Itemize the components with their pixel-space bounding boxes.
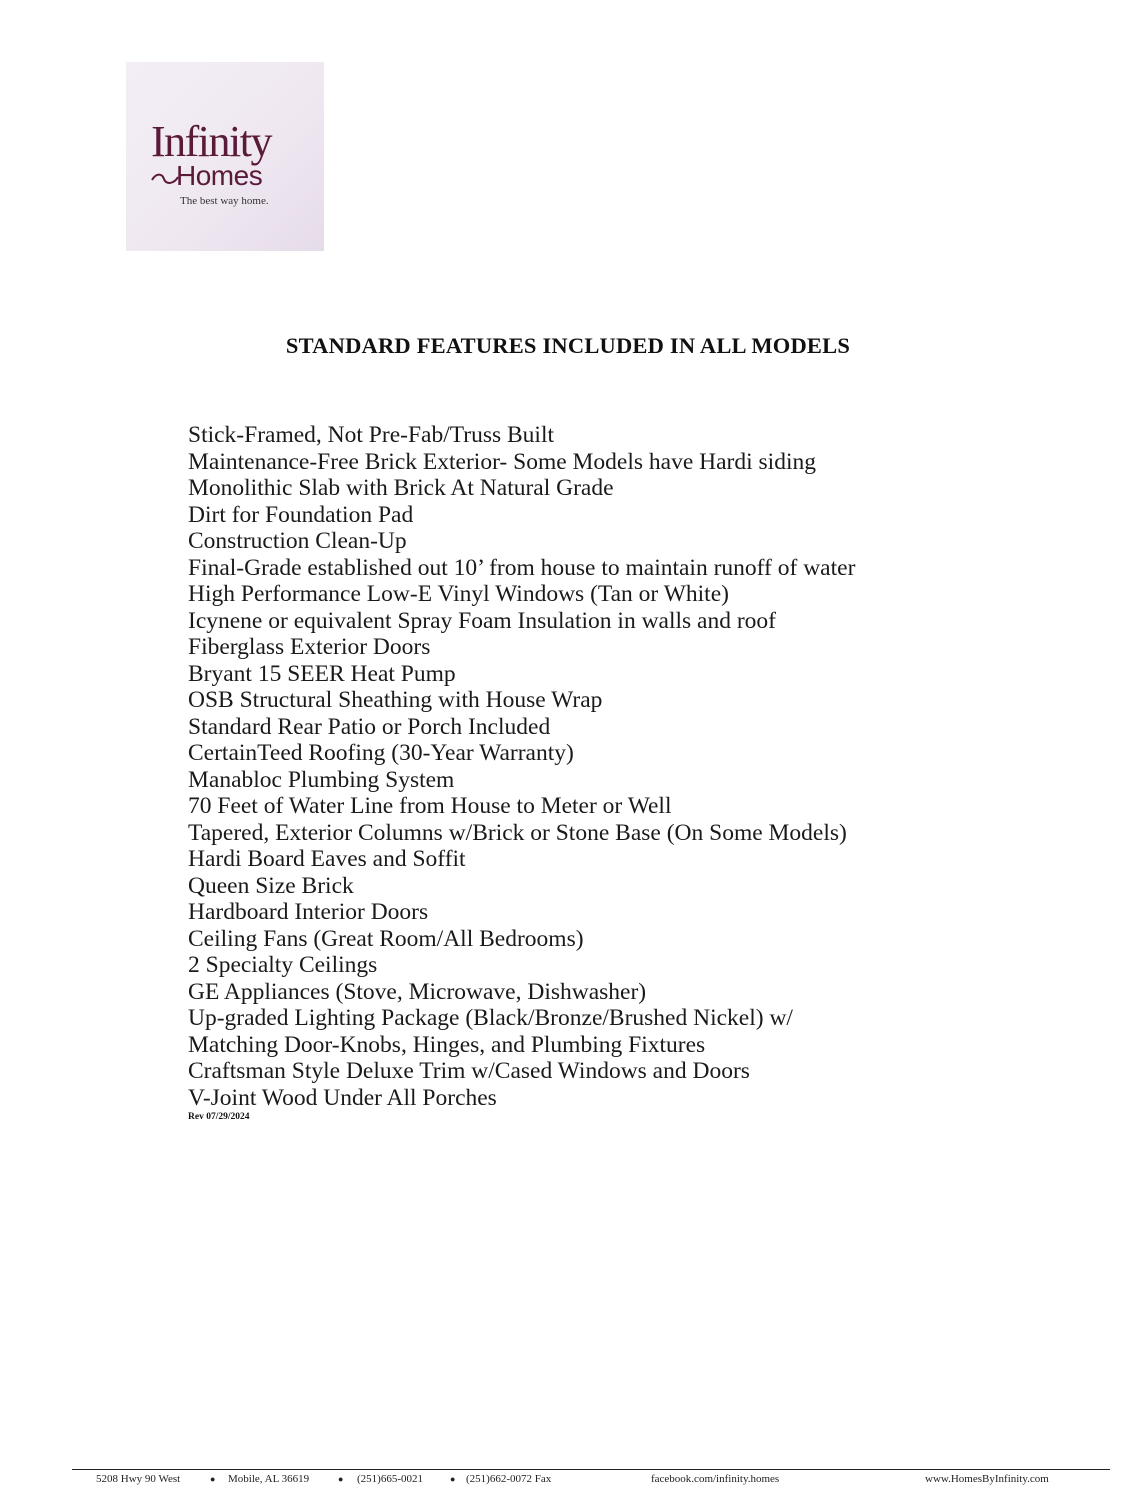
list-item: Monolithic Slab with Brick At Natural Grade	[188, 475, 614, 501]
footer-address: 5208 Hwy 90 West	[96, 1473, 181, 1485]
features-list	[188, 422, 855, 1111]
list-item: Manabloc Plumbing System	[188, 766, 455, 793]
list-item: Dirt for Foundation Pad	[188, 501, 414, 528]
page-title: STANDARD FEATURES INCLUDED IN ALL MODELS	[285, 333, 851, 358]
footer-website-link[interactable]: www.HomesByInfinity.com	[925, 1473, 1049, 1485]
list-item: Craftsman Style Deluxe Trim w/Cased Windows and Doors	[188, 1058, 750, 1084]
list-item: Hardboard Interior Doors	[188, 899, 429, 925]
company-logo	[126, 62, 324, 251]
list-item: Hardi Board Eaves and Soffit	[188, 846, 466, 872]
list-item: Fiberglass Exterior Doors	[188, 634, 431, 660]
list-item: Stick-Framed, Not Pre-Fab/Truss Built	[188, 422, 555, 448]
list-item: Up-graded Lighting Package (Black/Bronze/Brushed Nickel) w/	[188, 1005, 793, 1031]
logo-tagline: The best way home.	[180, 195, 269, 207]
list-item: Construction Clean-Up	[188, 528, 407, 554]
list-item: Queen Size Brick	[188, 872, 354, 899]
list-item: Tapered, Exterior Columns w/Brick or Stone Base (On Some Models)	[188, 819, 847, 846]
list-item: Final-Grade established out 10’ from house to maintain runoff of water	[188, 554, 856, 581]
revision-date: Rev 07/29/2024	[188, 1112, 250, 1122]
list-item: Ceiling Fans (Great Room/All Bedrooms)	[188, 925, 584, 952]
footer-bullet: ●	[450, 1474, 456, 1484]
footer-divider	[72, 1469, 1110, 1470]
logo-name: Infinity	[151, 117, 271, 166]
footer-city: Mobile, AL 36619	[228, 1473, 310, 1485]
list-item: 70 Feet of Water Line from House to Meter or Well	[188, 793, 672, 819]
logo-sub: Homes	[176, 160, 263, 191]
list-item: V-Joint Wood Under All Porches	[188, 1084, 497, 1111]
footer-bullet: ●	[338, 1474, 344, 1484]
list-item: OSB Structural Sheathing with House Wrap	[188, 687, 603, 713]
list-item: CertainTeed Roofing (30-Year Warranty)	[188, 740, 574, 766]
list-item: Bryant 15 SEER Heat Pump	[188, 660, 456, 687]
list-item: Maintenance-Free Brick Exterior- Some Models have Hardi siding	[188, 448, 816, 475]
list-item: Standard Rear Patio or Porch Included	[188, 713, 551, 740]
footer-fax: (251)662-0072 Fax	[466, 1473, 552, 1485]
footer-facebook-link[interactable]: facebook.com/infinity.homes	[651, 1473, 780, 1485]
list-item: GE Appliances (Stove, Microwave, Dishwasher)	[188, 978, 647, 1005]
list-item: High Performance Low-E Vinyl Windows (Tan or White)	[188, 581, 729, 607]
list-item: Matching Door-Knobs, Hinges, and Plumbing Fixtures	[188, 1031, 706, 1058]
footer-phone: (251)665-0021	[357, 1473, 423, 1485]
list-item: 2 Specialty Ceilings	[188, 952, 378, 978]
list-item: Icynene or equivalent Spray Foam Insulation in walls and roof	[188, 607, 777, 634]
footer-bullet: ●	[210, 1474, 216, 1484]
